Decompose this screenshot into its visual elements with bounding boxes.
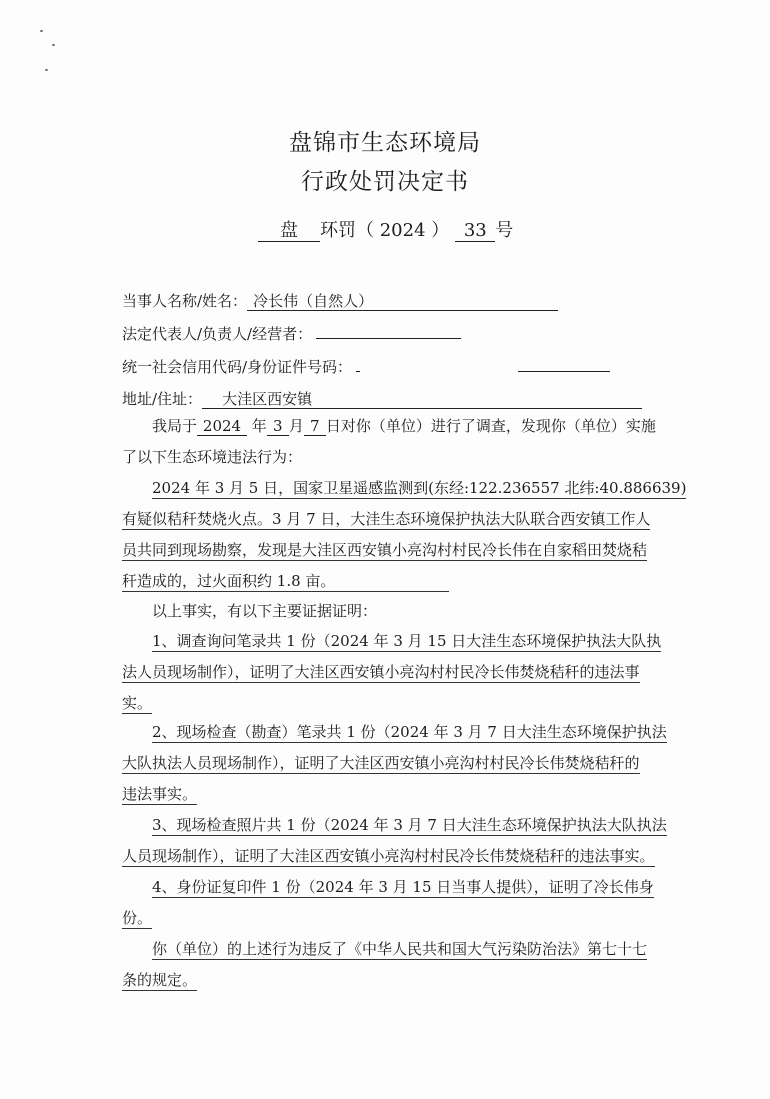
violation-line: 2024 年 3 月 5 日，国家卫星遥感监测到(东经:122.236557 北纬:40.886639) (152, 479, 687, 497)
intro-text: 我局于 (152, 417, 198, 435)
id-number-label: 统一社会信用代码/身份证件号码： (122, 358, 353, 376)
intro-month: 3 (267, 417, 289, 436)
evidence-line: 3、现场检查照片共 1 份（2024 年 3 月 7 日大洼生态环境保护执法大队执法 (152, 816, 667, 834)
evidence-line: 份。 (122, 909, 153, 927)
docno-close: ） (431, 220, 450, 241)
id-number-tick (356, 371, 360, 372)
docno-mid: 环罚（ (320, 220, 374, 241)
representative-field (122, 323, 461, 344)
scan-speck (40, 30, 43, 32)
evidence-line: 1、调查询问笔录共 1 份（2024 年 3 月 15 日大洼生态环境保护执法大队执 (152, 632, 662, 650)
party-name-field (122, 290, 558, 311)
evidence-line: 大队执法人员现场制作），证明了大洼区西安镇小亮沟村村民冷长伟焚烧秸秆的 (122, 754, 640, 772)
intro-year: 2024 (197, 417, 247, 436)
evidence-line: 2、现场检查（勘查）笔录共 1 份（2024 年 3 月 7 日大洼生态环境保护执法 (152, 723, 667, 741)
violation-line: 秆造成的，过火面积约 1.8 亩。 (122, 571, 449, 592)
evidence-line: 法人员现场制作），证明了大洼区西安镇小亮沟村村民冷长伟焚烧秸秆的违法事 (122, 663, 640, 681)
party-label: 当事人名称/姓名： (122, 292, 248, 310)
party-value: 冷长伟（自然人） (247, 292, 558, 311)
docno-number: 33 (455, 221, 495, 242)
conclusion-line: 你（单位）的上述行为违反了《中华人民共和国大气污染防治法》第七十七 (152, 940, 648, 958)
id-number-field (122, 356, 610, 377)
address-label: 地址/住址： (122, 390, 203, 408)
intro-day: 7 (304, 417, 326, 436)
document-type-title: 行政处罚决定书 (301, 169, 469, 195)
intro-text: 日对你（单位）进行了调查，发现你（单位）实施 (325, 417, 656, 435)
evidence-line: 人员现场制作），证明了大洼区西安镇小亮沟村村民冷长伟焚烧秸秆的违法事实。 (122, 847, 655, 865)
representative-label: 法定代表人/负责人/经营者： (122, 325, 313, 343)
representative-value (316, 338, 461, 339)
intro-text: 月 (288, 417, 304, 435)
evidence-line: 实。 (122, 694, 153, 712)
scan-speck (52, 44, 55, 46)
document-number (258, 216, 513, 242)
evidence-line: 4、身份证复印件 1 份（2024 年 3 月 15 日当事人提供），证明了冷长伟身 (152, 878, 654, 896)
docno-year: 2024 (379, 220, 426, 241)
intro-line-1 (152, 416, 656, 436)
evidence-intro: 以上事实，有以下主要证据证明： (152, 602, 378, 620)
scan-speck (45, 69, 48, 71)
violation-line: 有疑似秸秆焚烧火点。3 月 7 日，大洼生态环境保护执法大队联合西安镇工作人 (122, 510, 651, 528)
id-number-value (518, 371, 610, 372)
address-field (122, 388, 642, 409)
docno-prefix: 盘 (258, 221, 320, 242)
violation-line: 员共同到现场勘察，发现是大洼区西安镇小亮沟村村民冷长伟在自家稻田焚烧秸 (122, 541, 648, 559)
address-value: 大洼区西安镇 (202, 390, 642, 409)
agency-title: 盘锦市生态环境局 (289, 130, 481, 156)
intro-text: 年 (251, 417, 267, 435)
evidence-line: 违法事实。 (122, 785, 198, 803)
docno-suffix: 号 (495, 220, 514, 241)
conclusion-line: 条的规定。 (122, 971, 198, 989)
intro-line-2: 了以下生态环境违法行为： (122, 448, 303, 466)
